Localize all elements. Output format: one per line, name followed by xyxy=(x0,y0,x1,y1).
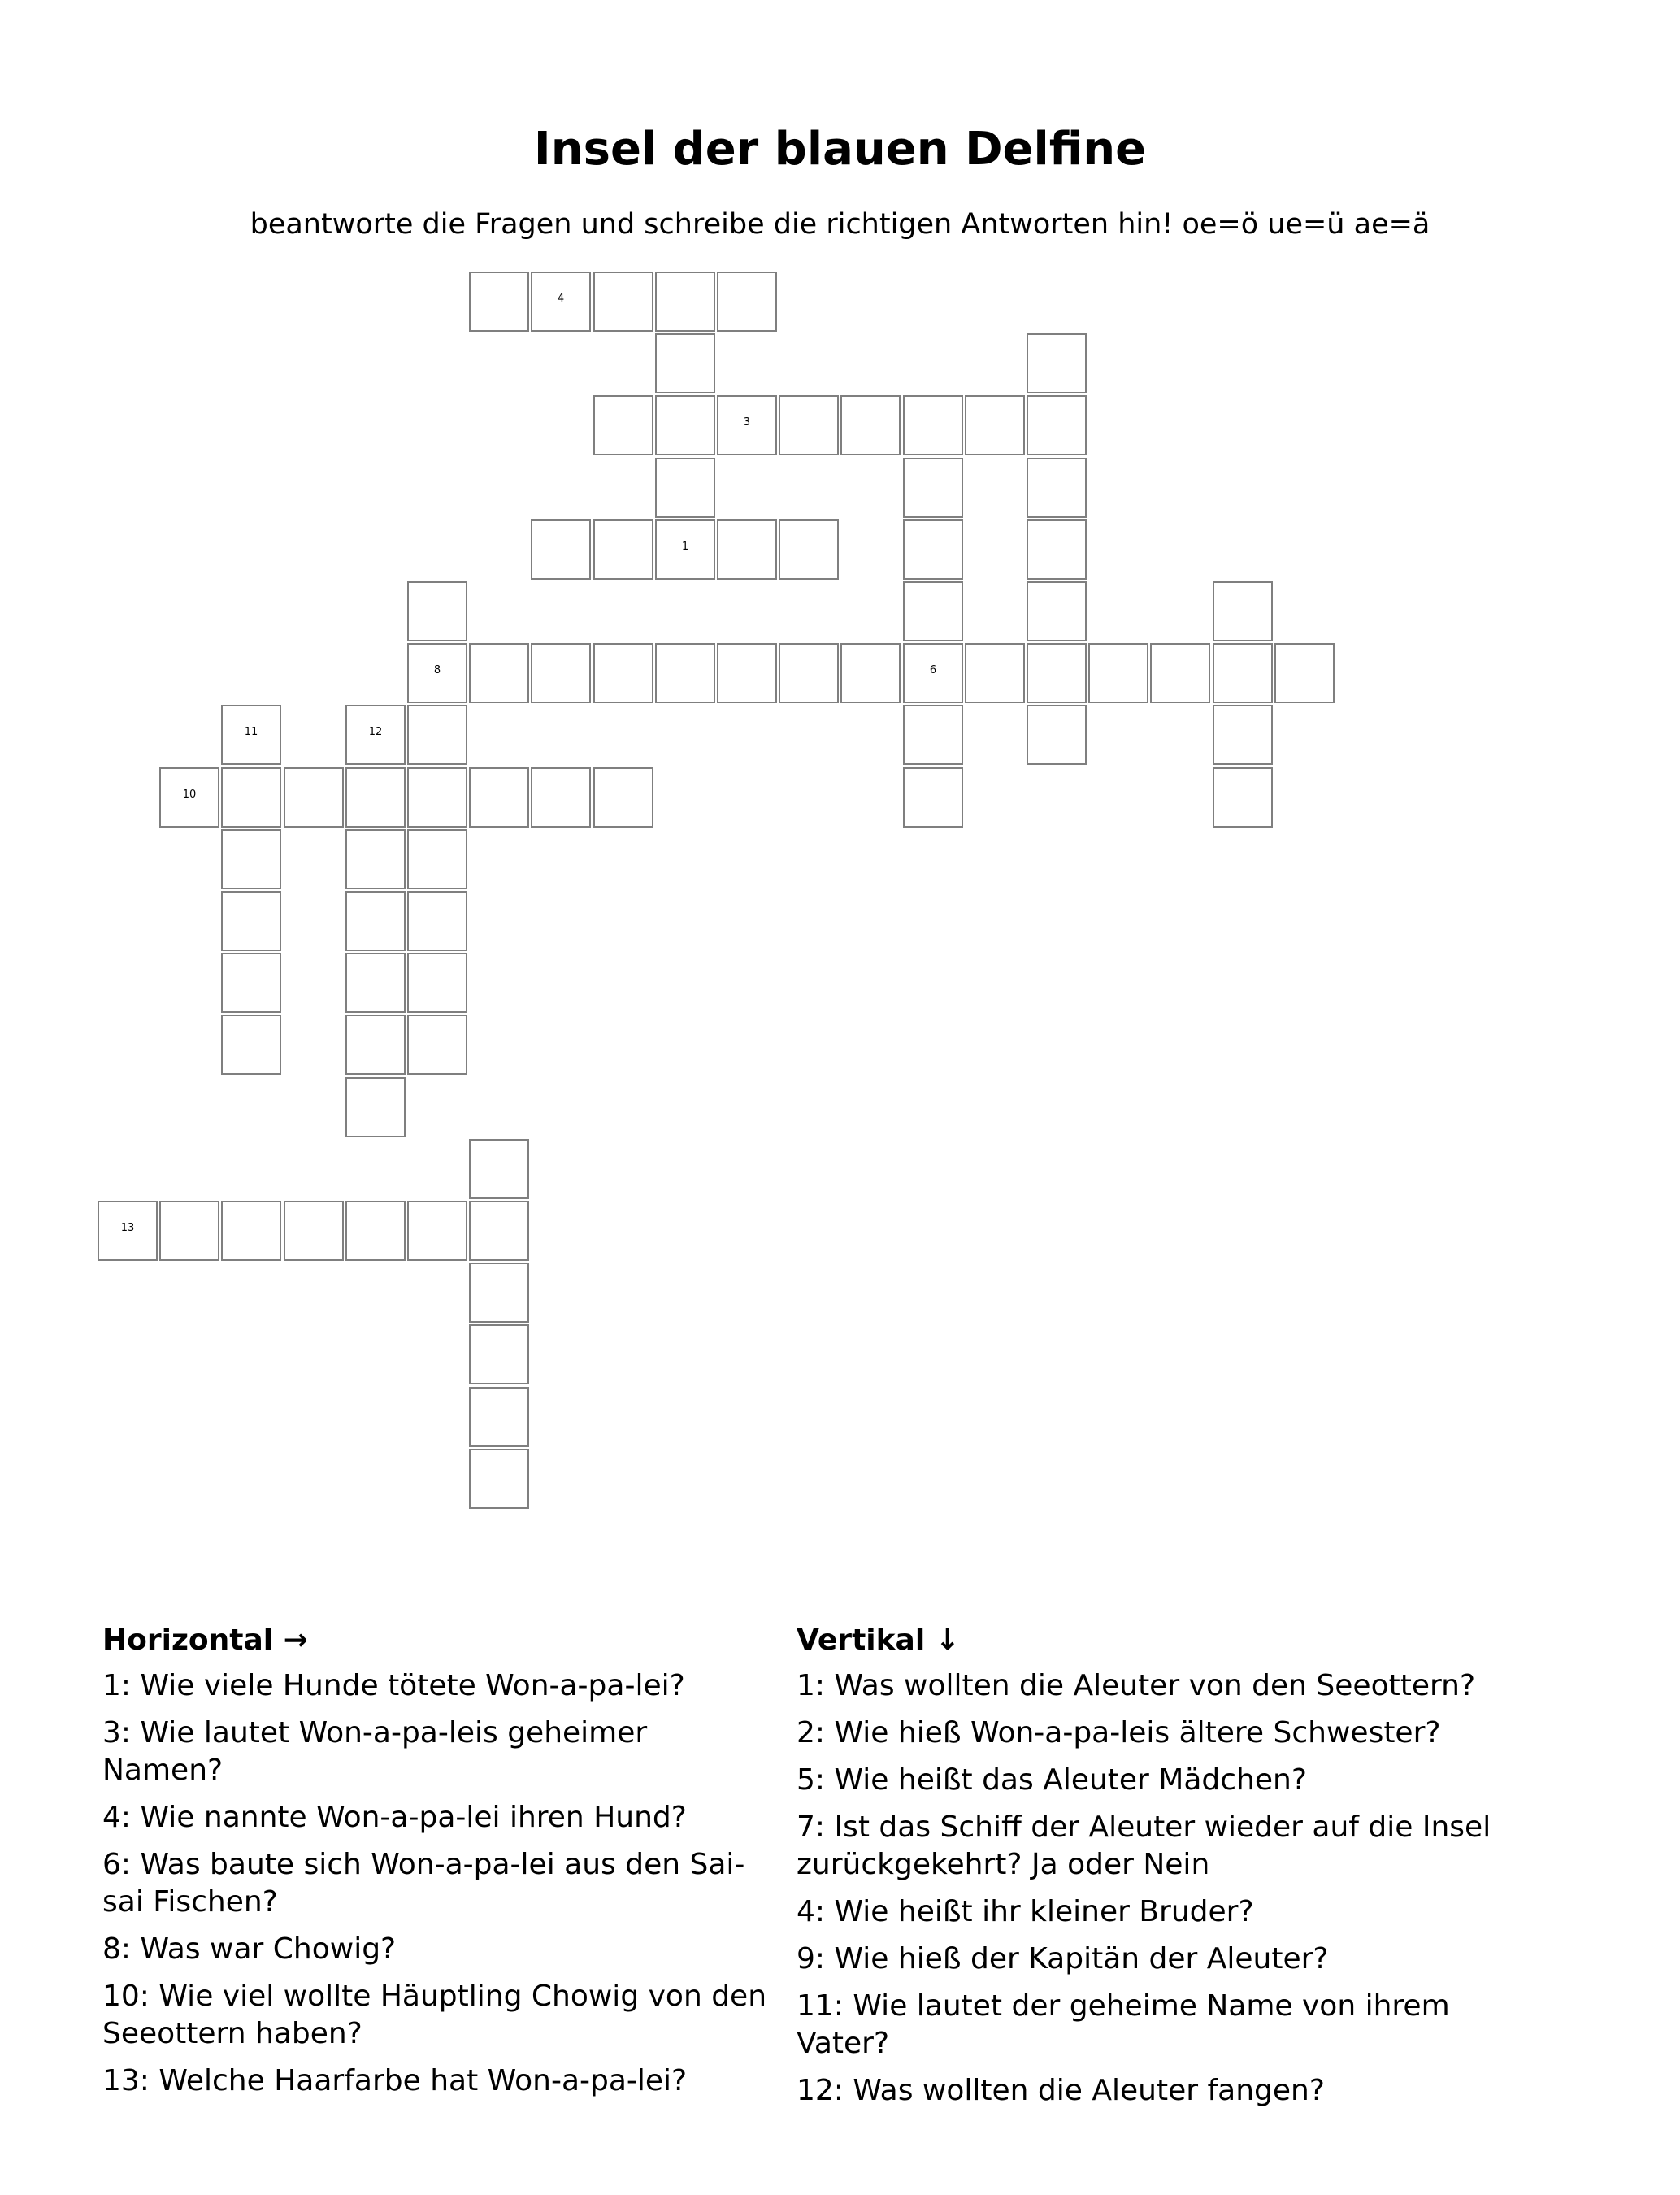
crossword-cell[interactable] xyxy=(1027,519,1087,580)
crossword-cell[interactable] xyxy=(840,395,901,455)
crossword-cell[interactable] xyxy=(469,1201,529,1261)
crossword-cell[interactable] xyxy=(717,395,777,455)
crossword-cell[interactable] xyxy=(1027,643,1087,703)
crossword-cell[interactable] xyxy=(1213,705,1273,765)
clue-number: 10 xyxy=(182,789,197,801)
clue-h-13: 13: Welche Haarfarbe hat Won-a-pa-lei? xyxy=(102,2064,688,2097)
crossword-cell[interactable] xyxy=(407,581,467,641)
crossword-cell[interactable] xyxy=(469,1263,529,1323)
crossword-cell[interactable] xyxy=(345,705,406,765)
clue-v-7: 7: Ist das Schiff der Aleuter wieder auf die Insel zurückgekehrt? Ja oder Nein xyxy=(797,1810,1491,1881)
clue-h-6: 6: Was baute sich Won-a-pa-lei aus den Sai-sai Fischen? xyxy=(102,1848,745,1919)
crossword-cell[interactable] xyxy=(655,458,715,518)
clue-h-4: 4: Wie nannte Won-a-pa-lei ihren Hund? xyxy=(102,1801,687,1834)
crossword-cell[interactable] xyxy=(655,519,715,580)
clue-number: 8 xyxy=(433,664,441,676)
crossword-cell[interactable] xyxy=(221,1015,281,1075)
crossword-cell[interactable] xyxy=(469,1324,529,1384)
crossword-cell[interactable] xyxy=(469,1387,529,1447)
clue-number: 12 xyxy=(368,726,383,738)
crossword-cell[interactable] xyxy=(345,1015,406,1075)
crossword-cell[interactable] xyxy=(407,643,467,703)
crossword-cell[interactable] xyxy=(593,643,653,703)
crossword-cell[interactable] xyxy=(1150,643,1210,703)
clue-number: 11 xyxy=(244,726,258,738)
crossword-cell[interactable] xyxy=(593,767,653,828)
crossword-cell[interactable] xyxy=(469,1449,529,1509)
crossword-cell[interactable] xyxy=(779,519,839,580)
horizontal-heading: Horizontal → xyxy=(102,1623,308,1657)
crossword-cell[interactable] xyxy=(469,272,529,332)
crossword-cell[interactable] xyxy=(407,705,467,765)
crossword-cell[interactable] xyxy=(98,1201,158,1261)
crossword-cell[interactable] xyxy=(1027,581,1087,641)
crossword-cell[interactable] xyxy=(717,643,777,703)
vertical-heading: Vertikal ↓ xyxy=(797,1623,960,1657)
crossword-cell[interactable] xyxy=(593,395,653,455)
crossword-cell[interactable] xyxy=(717,272,777,332)
crossword-cell[interactable] xyxy=(1213,581,1273,641)
crossword-cell[interactable] xyxy=(655,333,715,393)
crossword-cell[interactable] xyxy=(779,643,839,703)
clue-number: 4 xyxy=(557,293,565,305)
crossword-cell[interactable] xyxy=(531,519,591,580)
clue-v-1: 1: Was wollten die Aleuter von den Seeottern? xyxy=(797,1669,1476,1702)
crossword-cell[interactable] xyxy=(221,891,281,951)
crossword-cell[interactable] xyxy=(593,519,653,580)
horizontal-clues xyxy=(102,1622,769,2110)
clue-h-1: 1: Wie viele Hunde tötete Won-a-pa-lei? xyxy=(102,1669,685,1702)
crossword-cell[interactable] xyxy=(903,395,963,455)
crossword-cell[interactable] xyxy=(407,1015,467,1075)
crossword-cell[interactable] xyxy=(1274,643,1335,703)
crossword-cell[interactable] xyxy=(531,767,591,828)
crossword-cell[interactable] xyxy=(840,643,901,703)
crossword-cell[interactable] xyxy=(469,767,529,828)
crossword-cell[interactable] xyxy=(159,1201,219,1261)
clue-v-4: 4: Wie heißt ihr kleiner Bruder? xyxy=(797,1895,1254,1928)
crossword-cell[interactable] xyxy=(1088,643,1148,703)
crossword-cell[interactable] xyxy=(903,458,963,518)
crossword-cell[interactable] xyxy=(407,1201,467,1261)
crossword-cell[interactable] xyxy=(1027,333,1087,393)
crossword-cell[interactable] xyxy=(655,272,715,332)
crossword-cell[interactable] xyxy=(221,767,281,828)
crossword-cell[interactable] xyxy=(407,829,467,889)
crossword-cell[interactable] xyxy=(221,705,281,765)
crossword-cell[interactable] xyxy=(1213,643,1273,703)
crossword-cell[interactable] xyxy=(903,581,963,641)
clue-h-3: 3: Wie lautet Won-a-pa-leis geheimer Namen? xyxy=(102,1716,648,1787)
crossword-cell[interactable] xyxy=(1027,395,1087,455)
crossword-cell[interactable] xyxy=(903,705,963,765)
crossword-cell[interactable] xyxy=(965,643,1025,703)
crossword-cell[interactable] xyxy=(717,519,777,580)
crossword-cell[interactable] xyxy=(159,767,219,828)
clue-number: 3 xyxy=(743,416,751,428)
crossword-cell[interactable] xyxy=(655,643,715,703)
instructions: beantworte die Fragen und schreibe die richtigen Antworten hin! oe=ö ue=ü ae=ä xyxy=(250,208,1430,241)
crossword-cell[interactable] xyxy=(469,1139,529,1199)
crossword-cell[interactable] xyxy=(345,953,406,1013)
crossword-cell[interactable] xyxy=(903,767,963,828)
crossword-cell[interactable] xyxy=(284,767,344,828)
crossword-cell[interactable] xyxy=(593,272,653,332)
crossword-cell[interactable] xyxy=(345,1201,406,1261)
clue-v-2: 2: Wie hieß Won-a-pa-leis ältere Schwester? xyxy=(797,1716,1441,1749)
clue-v-12: 12: Was wollten die Aleuter fangen? xyxy=(797,2074,1325,2107)
clue-v-9: 9: Wie hieß der Kapitän der Aleuter? xyxy=(797,1942,1329,1976)
crossword-cell[interactable] xyxy=(1027,458,1087,518)
clue-number: 13 xyxy=(120,1222,135,1234)
crossword-cell[interactable] xyxy=(345,767,406,828)
clue-h-10: 10: Wie viel wollte Häuptling Chowig von den Seeottern haben? xyxy=(102,1980,767,2050)
crossword-cell[interactable] xyxy=(221,953,281,1013)
crossword-cell[interactable] xyxy=(221,1201,281,1261)
crossword-cell[interactable] xyxy=(1213,767,1273,828)
crossword-cell[interactable] xyxy=(779,395,839,455)
clue-v-11: 11: Wie lautet der geheime Name von ihrem Vater? xyxy=(797,1989,1450,2060)
crossword-cell[interactable] xyxy=(531,643,591,703)
crossword-cell[interactable] xyxy=(407,891,467,951)
crossword-cell[interactable] xyxy=(655,395,715,455)
crossword-cell[interactable] xyxy=(965,395,1025,455)
crossword-cell[interactable] xyxy=(903,519,963,580)
crossword-cell[interactable] xyxy=(407,953,467,1013)
crossword-cell[interactable] xyxy=(284,1201,344,1261)
crossword-cell[interactable] xyxy=(221,829,281,889)
clue-number: 6 xyxy=(929,664,937,676)
crossword-cell[interactable] xyxy=(469,643,529,703)
crossword-cell[interactable] xyxy=(345,1077,406,1137)
crossword-cell[interactable] xyxy=(1027,705,1087,765)
crossword-cell[interactable] xyxy=(407,767,467,828)
crossword-cell[interactable] xyxy=(345,891,406,951)
vertical-clues xyxy=(797,1622,1528,2119)
crossword-cell[interactable] xyxy=(903,643,963,703)
clue-number: 1 xyxy=(681,541,689,553)
crossword-cell[interactable] xyxy=(531,272,591,332)
clue-v-5: 5: Wie heißt das Aleuter Mädchen? xyxy=(797,1763,1307,1797)
clue-h-8: 8: Was war Chowig? xyxy=(102,1932,397,1966)
page-title: Insel der blauen Delfine xyxy=(533,123,1147,176)
crossword-cell[interactable] xyxy=(345,829,406,889)
